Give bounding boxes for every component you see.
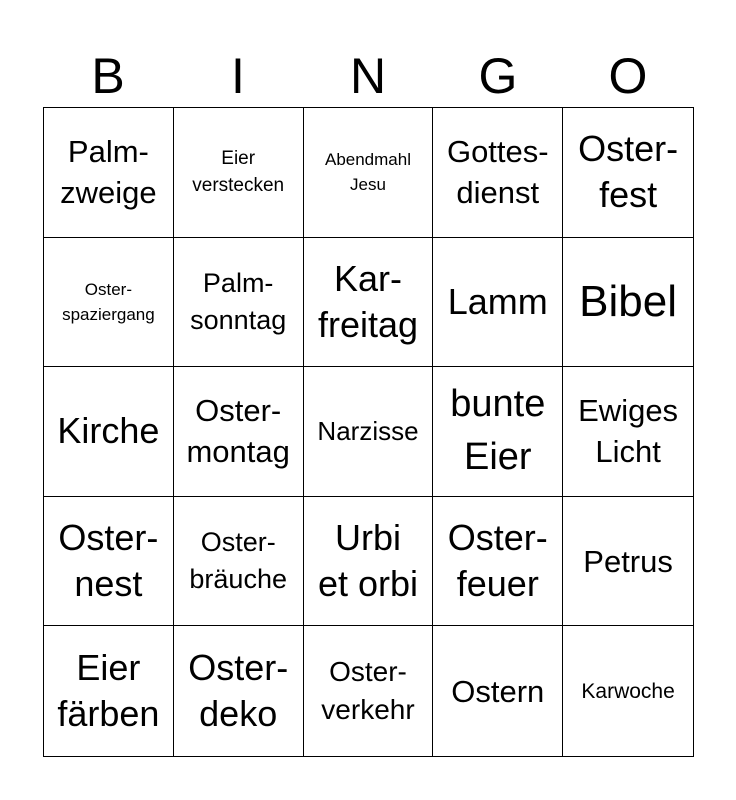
cell-label: Eier verstecken (192, 148, 285, 197)
bingo-cell[interactable] (433, 108, 563, 238)
cell-label: Oster- verkehr (321, 656, 415, 726)
bingo-cell[interactable] (44, 626, 174, 756)
cell-label: Lamm (447, 280, 548, 322)
bingo-cell[interactable] (304, 497, 434, 627)
bingo-cell[interactable] (174, 238, 304, 368)
bingo-cell[interactable] (174, 108, 304, 238)
cell-label: Ewiges Licht (578, 393, 679, 470)
bingo-cell[interactable] (304, 108, 434, 238)
cell-label: Petrus (583, 543, 673, 579)
cell-label: Palm- zweige (60, 134, 157, 211)
bingo-cell[interactable] (433, 367, 563, 497)
bingo-cell[interactable] (563, 108, 693, 238)
bingo-cell[interactable] (44, 367, 174, 497)
bingo-cell[interactable] (433, 626, 563, 756)
cell-label: Ostern (451, 673, 545, 709)
bingo-cell[interactable] (304, 626, 434, 756)
cell-label: Narzisse (317, 416, 419, 447)
cell-label: bunte Eier (450, 383, 546, 479)
bingo-cell[interactable] (563, 626, 693, 756)
bingo-board (43, 107, 694, 757)
cell-label: Oster- bräuche (189, 527, 287, 595)
bingo-header (43, 44, 693, 108)
header-letter-o: O (608, 48, 648, 104)
header-letter-g: G (478, 48, 518, 104)
bingo-cell[interactable] (433, 497, 563, 627)
bingo-cell[interactable] (174, 626, 304, 756)
bingo-cell[interactable] (44, 108, 174, 238)
cell-label: Gottes- dienst (446, 134, 549, 211)
cell-label: Kar- freitag (317, 257, 419, 345)
cell-label: Eier färben (57, 647, 160, 735)
bingo-cell[interactable] (44, 497, 174, 627)
bingo-cell[interactable] (563, 367, 693, 497)
cell-label: Kirche (57, 410, 160, 452)
bingo-cell[interactable] (174, 367, 304, 497)
cell-label: Bibel (579, 276, 678, 326)
header-letter-n: N (349, 48, 387, 104)
cell-label: Oster- deko (188, 647, 289, 735)
cell-label: Palm- sonntag (190, 267, 287, 335)
cell-label: Oster- fest (578, 128, 679, 216)
cell-label: Oster- montag (186, 393, 290, 470)
cell-label: Oster- spaziergang (62, 279, 155, 324)
cell-label: Urbi et orbi (317, 517, 419, 605)
cell-label: Karwoche (581, 679, 675, 703)
bingo-cell[interactable] (433, 238, 563, 368)
bingo-cell[interactable] (44, 238, 174, 368)
bingo-cell[interactable] (174, 497, 304, 627)
cell-label: Abendmahl Jesu (324, 150, 411, 195)
cell-label: Oster- nest (58, 517, 159, 605)
bingo-cell[interactable] (304, 367, 434, 497)
header-letter-i: I (231, 48, 245, 104)
header-letter-b: B (91, 48, 125, 104)
bingo-cell[interactable] (563, 497, 693, 627)
bingo-cell[interactable] (304, 238, 434, 368)
bingo-cell[interactable] (563, 238, 693, 368)
cell-label: Oster- feuer (447, 517, 548, 605)
